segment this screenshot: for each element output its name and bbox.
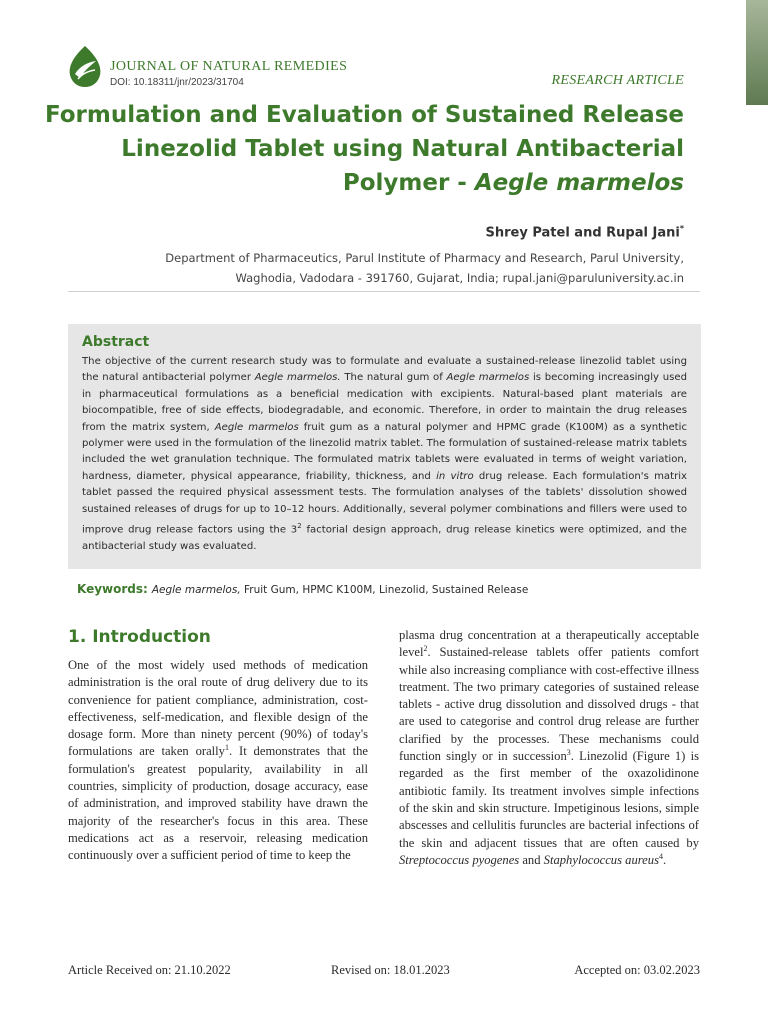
citation-3[interactable]: 3 <box>566 747 571 757</box>
article-type: RESEARCH ARTICLE <box>551 73 684 88</box>
accepted-date: Accepted on: 03.02.2023 <box>574 963 700 977</box>
keyword-species: Aegle marmelos, <box>151 584 241 596</box>
keywords-label: Keywords: <box>77 582 148 596</box>
title-line-1: Formulation and Evaluation of Sustained Release <box>44 102 684 128</box>
header-divider <box>68 291 700 292</box>
abstract-text: The objective of the current research study was to formulate and evaluate a sustained-release linezolid tablet using the natural antibacterial polymer Aegle marmelos. The natural gum of Aegle marmelos is becoming increasingly used in pharmaceutical formulations as a beneficial medication with excipients. Natural-based plant materials are biocompatible, free of side effects, biodegradable, and economic. Therefore, in order to maintain the drug releases from the matrix system, Aegle marmelos fruit gum as a natural polymer and HPMC grade (K100M) as a synthetic polymer were used in the formulation of the linezolid matrix tablet. The formulation of sustained-release matrix tablets included the wet granulation technique. The formulated matrix tablets were evaluated in terms of weight variation, hardness, diameter, physical appearance, friability, thickness, and in vitro drug release. Each formulation's matrix tablet passed the required physical assessment tests. The formulation analyses of the tablets' dissolution showed sustained releases of drugs for up to 10–12 hours. Additionally, several polymer combinations and fillers were used to improve drug release factors using the $3^2$ factorial design approach, drug release kinetics were optimized, and the antibacterial study was evaluated. <box>82 356 687 552</box>
body-column-left: One of the most widely used methods of medication administration is the oral route of drug delivery due to its convenience for patient compliance, administration, cost-effectiveness, self-medication, and flexible design of the dosage form. More than ninety percent (90%) of today's formulations are taken orally$^1$. It demonstrates that the formulation's greatest popularity, availability in all countries, simplicity of production, dosage accuracy, ease of administration, and improved stability have drawn the majority of the researcher's focus in this area. These medications act as a reservoir, releasing medication continuously over a sufficient period of time to keep the <box>68 658 369 863</box>
abstract-heading: Abstract <box>82 334 150 350</box>
revised-date: Revised on: 18.01.2023 <box>331 963 450 977</box>
corresponding-author-mark: * <box>679 224 684 233</box>
body-column-right: plasma drug concentration at a therapeutically acceptable level$^2$. Sustained-release tablets offer patients comfort while also increasing compliance with cost-effective illness treatment. The two primary categories of sustained release tablets - active drug dissolution and dissolved drugs - that are used to categorise and control drug release are further clarified by the processes. These mechanisms could function singly or in succession$^3$. Linezolid (Figure 1) is regarded as the first member of the oxazolidinone antibiotic family. Its treatment involves simple infections of the skin and skin structure. Impetiginous lesions, simple abscesses and cellulitis furuncles are bacterial infections of the skin and adjacent tissues that are often caused by Streptococcus pyogenes and Staphylococcus aureus$^4$. <box>399 628 699 867</box>
authors <box>485 224 684 240</box>
affiliation-line-2: Waghodia, Vadodara - 391760, Gujarat, India; rupal.jani@paruluniversity.ac.in <box>235 271 684 285</box>
abstract-box <box>68 324 701 569</box>
received-date: Article Received on: 21.10.2022 <box>68 963 231 977</box>
citation-4[interactable]: 4 <box>658 851 663 861</box>
title-line-3-prefix: Polymer - <box>342 170 475 196</box>
paper-title <box>44 98 684 200</box>
citation-2[interactable]: 2 <box>423 644 428 654</box>
author-names: Shrey Patel and Rupal Jani <box>485 225 680 241</box>
journal-name: JOURNAL OF NATURAL REMEDIES <box>110 59 348 74</box>
citation-1[interactable]: 1 <box>224 743 229 753</box>
doi[interactable]: DOI: 10.18311/jnr/2023/31704 <box>110 77 244 88</box>
affiliation-line-1: Department of Pharmaceutics, Parul Institute of Pharmacy and Research, Parul University, <box>165 251 684 265</box>
keyword-list: Fruit Gum, HPMC K100M, Linezolid, Sustained Release <box>240 584 529 596</box>
title-line-3-species: Aegle marmelos <box>474 170 684 196</box>
keywords <box>77 582 697 596</box>
decorative-side-bar <box>746 0 768 105</box>
affiliation <box>164 248 684 288</box>
section-heading-introduction: 1. Introduction <box>68 627 211 647</box>
journal-logo-icon <box>66 44 104 88</box>
title-line-2: Linezolid Tablet using Natural Antibacterial <box>121 136 684 162</box>
